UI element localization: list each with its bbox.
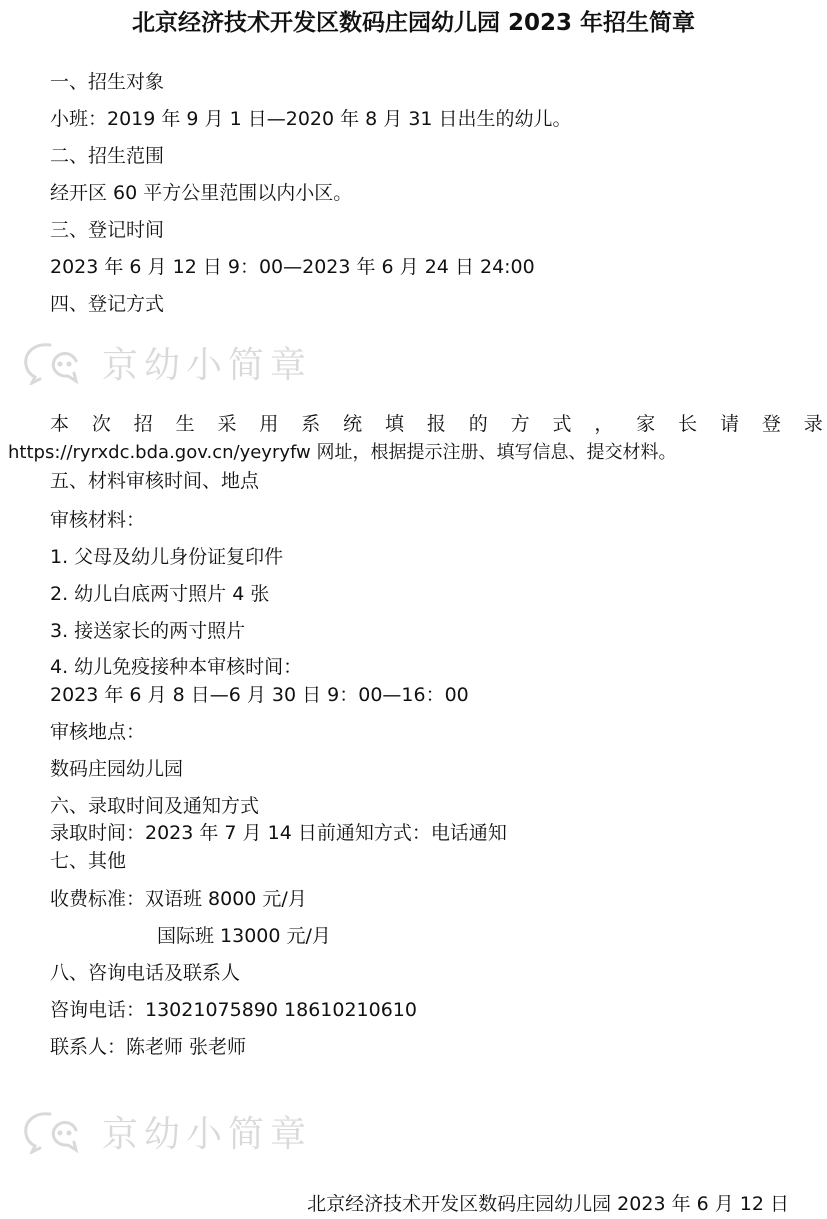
document-title: 北京经济技术开发区数码庄园幼儿园 2023 年招生简章 [131,10,696,36]
wechat-logo-icon [20,1108,84,1154]
char: 次 [91,413,111,435]
section-text-2: 经开区 60 平方公里范围以内小区。 [50,182,353,204]
char: ， [594,413,614,435]
watermark-text: 京幼小简章 [102,344,313,386]
char: 式 [552,413,572,435]
char: 招 [133,413,153,435]
section-text-1: 小班：2019 年 9 月 1 日—2020 年 8 月 31 日出生的幼儿。 [50,108,572,130]
char: 方 [510,413,530,435]
section-text-3: 2023 年 6 月 12 日 9：00—2023 年 6 月 24 日 24:00 [50,256,535,278]
char: 报 [426,413,446,435]
section-text-4-line1 [50,412,823,436]
char: 填 [385,413,405,435]
char: 用 [259,413,279,435]
fee-bilingual: 收费标准：双语班 8000 元/月 [50,888,307,910]
fee-international: 国际班 13000 元/月 [157,925,331,947]
char: 请 [720,413,740,435]
section-text-6: 录取时间：2023 年 7 月 14 日前通知方式：电话通知 [50,822,507,844]
char: 系 [301,413,321,435]
watermark [20,1103,312,1159]
material-item-4: 4. 幼儿免疫接种本审核时间： [50,656,303,678]
material-item-3: 3. 接送家长的两寸照片 [50,620,246,642]
section-heading-3: 三、登记时间 [50,219,165,241]
char: 生 [175,413,195,435]
section-heading-8: 八、咨询电话及联系人 [50,962,241,984]
char: 统 [343,413,363,435]
section-heading-6: 六、录取时间及通知方式 [50,795,260,817]
review-time: 2023 年 6 月 8 日—6 月 30 日 9：00—16：00 [50,684,469,706]
contact-phone: 咨询电话：13021075890 18610210610 [50,999,417,1021]
section-heading-1: 一、招生对象 [50,71,165,93]
char: 采 [217,413,237,435]
materials-label: 审核材料： [50,509,146,531]
watermark-text: 京幼小简章 [102,1113,313,1155]
review-place: 数码庄园幼儿园 [50,758,184,780]
section-heading-4: 四、登记方式 [50,293,165,315]
contact-person: 联系人：陈老师 张老师 [50,1036,247,1058]
material-item-2: 2. 幼儿白底两寸照片 4 张 [50,583,270,605]
section-heading-5: 五、材料审核时间、地点 [50,470,260,492]
char: 长 [678,413,698,435]
char: 录 [803,413,823,435]
char: 家 [636,413,656,435]
section-heading-2: 二、招生范围 [50,145,165,167]
section-text-4-line2: https://ryrxdc.bda.gov.cn/yeyryfw 网址，根据提示注册、填写信息、提交材料。 [8,442,677,463]
watermark [20,334,312,390]
wechat-logo-icon [20,339,84,385]
review-place-label: 审核地点： [50,721,146,743]
footer-signature: 北京经济技术开发区数码庄园幼儿园 2023 年 6 月 12 日 [307,1193,789,1215]
material-item-1: 1. 父母及幼儿身份证复印件 [50,546,284,568]
char: 本 [50,413,70,435]
section-heading-7: 七、其他 [50,850,127,872]
char: 登 [761,413,781,435]
char: 的 [468,413,488,435]
